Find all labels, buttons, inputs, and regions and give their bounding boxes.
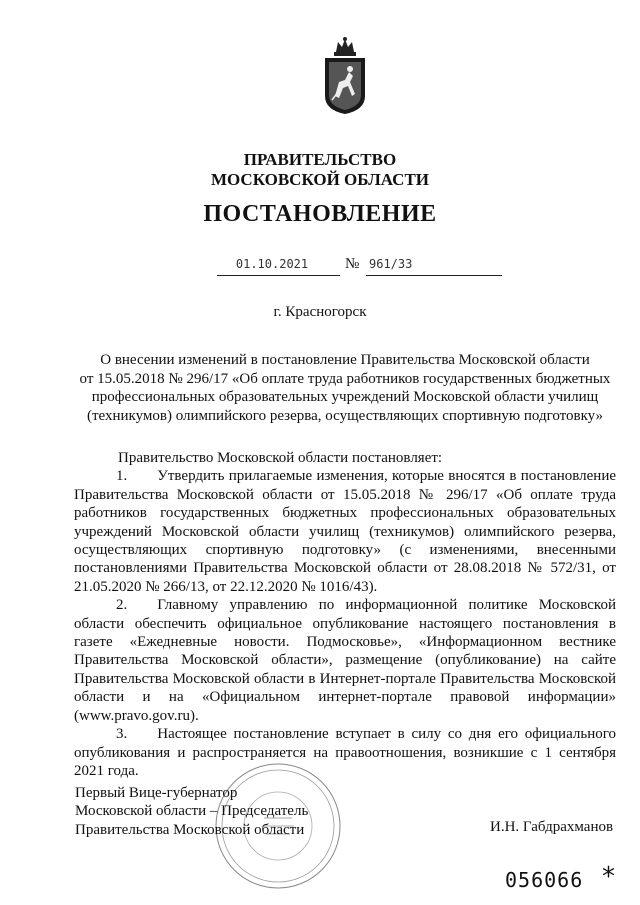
coat-of-arms-icon [319,36,371,116]
body-item-2: 2. Главному управлению по информационной политике Московской области обеспечить официальное опубликование настоящего постановления в газете «Ежедневные новости. Подмосковье», «Информационном вестнике Правительства Московской области», размещение (опубликование) на сайте Правительства Московской области в Интернет-портале Правительства Московской области и на «Официальном интернет-портале правовой информации» (www.pravo.gov.ru). [74,597,616,724]
signatory-title-line: Правительства Московской области [75,821,305,838]
body-item-1: 1. Утвердить прилагаемые изменения, которые вносятся в постановление Правительства Московской области от 15.05.2018 № 296/17 «Об оплате труда работников государственных бюджетных профессиональных образовательных учреждений Московской области училищ (техникумов) олимпийского резерва, осуществляющих спортивную подготовку» (с изменениями, внесенными постановлениями Правительства Московской области от 28.08.2018 № 572/31, от 21.05.2020 № 266/13, от 22.12.2020 № 1016/43). [74,468,616,595]
document-subject [74,351,616,425]
signatory-title-line: Московской области – Председатель [75,803,309,820]
subject-line: О внесении изменений в постановление Правительства Московской области [100,352,590,368]
document-type-title: ПОСТАНОВЛЕНИЕ [203,201,437,227]
number-sign: № [345,256,360,272]
signatory-name: И.Н. Габдрахманов [490,819,614,835]
form-serial-number: 056066 [505,868,584,892]
org-title-line2: МОСКОВСКОЙ ОБЛАСТИ [210,170,430,189]
org-title-line1: ПРАВИТЕЛЬСТВО [243,150,397,169]
subject-line: от 15.05.2018 № 296/17 «Об оплате труда работников государственных бюджетных [79,370,611,387]
subject-line: профессиональных образовательных учреждений Московской области училищ [91,389,599,405]
signatory-title [75,784,308,839]
document-number: 961/33 [369,257,413,271]
subject-line: (техникумов) олимпийского резерва, осуществляющих спортивную подготовку» [86,407,604,424]
city-line: г. Красногорск [273,304,367,320]
serial-mark: * [602,862,615,892]
document-body [74,449,616,780]
signatory-title-line: Первый Вице-губернатор [75,785,238,801]
document-date: 01.10.2021 [235,257,309,271]
body-item-3: 3. Настоящее постановление вступает в силу со дня его официального опубликования и распространяется на правоотношения, возникшие с 1 сентября 2021 года. [74,726,616,779]
body-intro: Правительство Московской области постановляет: [118,450,443,466]
